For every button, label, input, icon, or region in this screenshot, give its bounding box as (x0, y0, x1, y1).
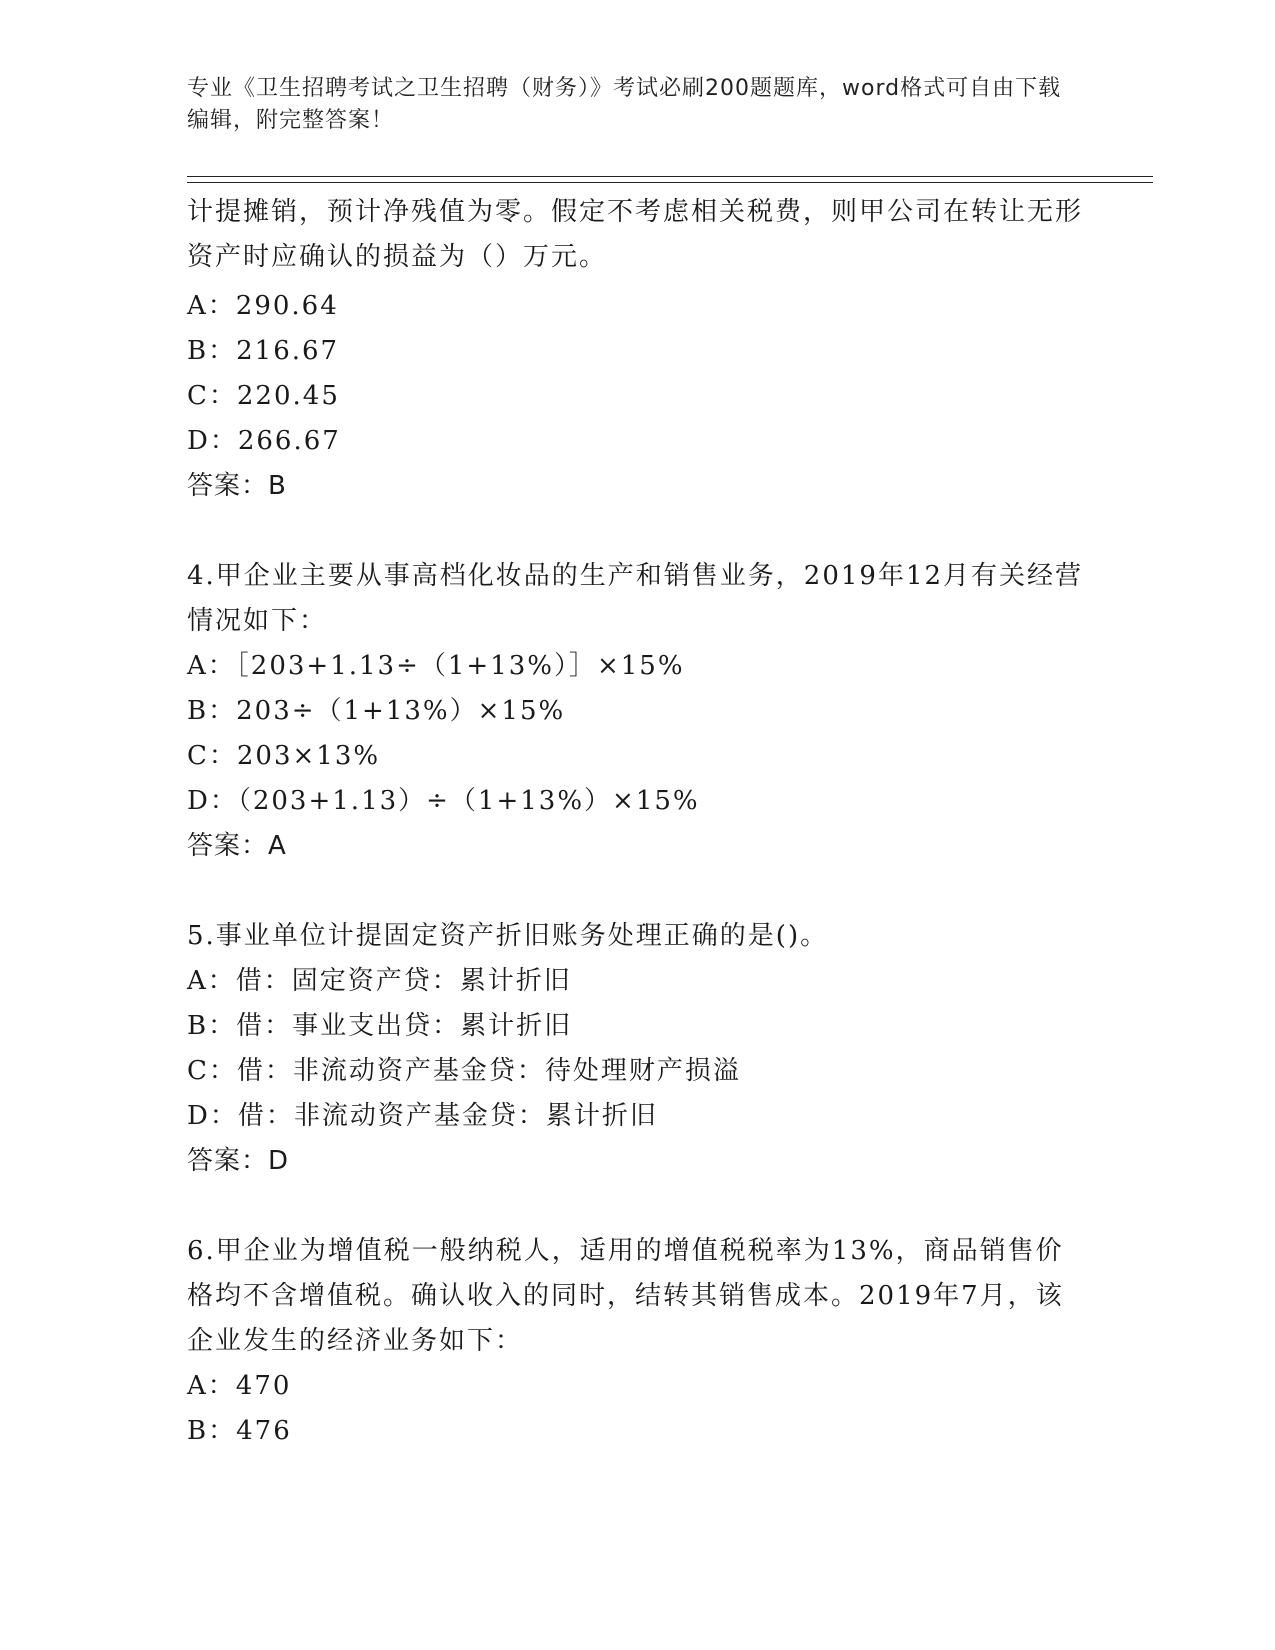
question-stem: 6.甲企业为增值税一般纳税人，适用的增值税税率为13%，商品销售价格均不含增值税。确认收入的同时，结转其销售成本。2019年7月，该企业发生的经济业务如下： (187, 1236, 1064, 1356)
option-c: C：203×13% (187, 741, 381, 771)
option-b: B：476 (187, 1416, 292, 1446)
header-rule-bottom (187, 182, 1153, 183)
option-d: D：（203+1.13）÷（1+13%）×15% (187, 786, 700, 816)
question-5 (187, 914, 1087, 1184)
option-d: D：266.67 (187, 426, 341, 456)
question-3 (187, 190, 1087, 509)
question-4 (187, 554, 1087, 869)
answer-line: 答案：D (187, 1146, 290, 1176)
option-a: A：借：固定资产贷：累计折旧 (187, 966, 572, 996)
option-c: C：借：非流动资产基金贷：待处理财产损溢 (187, 1056, 741, 1086)
question-stem: 计提摊销，预计净残值为零。假定不考虑相关税费，则甲公司在转让无形资产时应确认的损益为（）万元。 (187, 197, 1084, 272)
question-stem: 5.事业单位计提固定资产折旧账务处理正确的是()。 (187, 921, 829, 951)
option-d: D：借：非流动资产基金贷：累计折旧 (187, 1101, 658, 1131)
option-b: B：203÷（1+13%）×15% (187, 696, 566, 726)
header-rule-top (187, 176, 1153, 177)
document-header: 专业《卫生招聘考试之卫生招聘（财务）》考试必刷200题题库，word格式可自由下载编辑，附完整答案！ (187, 76, 1062, 133)
question-stem: 4.甲企业主要从事高档化妆品的生产和销售业务，2019年12月有关经营情况如下： (187, 561, 1084, 636)
option-a: A：［203+1.13÷（1+13%）］×15% (187, 651, 685, 681)
spacer (187, 869, 1087, 914)
option-c: C：220.45 (187, 381, 340, 411)
option-b: B：216.67 (187, 336, 340, 366)
spacer (187, 509, 1087, 554)
question-list (187, 190, 1087, 1454)
option-b: B：借：事业支出贷：累计折旧 (187, 1011, 573, 1041)
spacer (187, 1184, 1087, 1229)
option-a: A：470 (187, 1371, 292, 1401)
answer-line: 答案：B (187, 471, 287, 501)
question-6 (187, 1229, 1087, 1454)
option-a: A：290.64 (187, 291, 339, 321)
answer-line: 答案：A (187, 831, 287, 861)
